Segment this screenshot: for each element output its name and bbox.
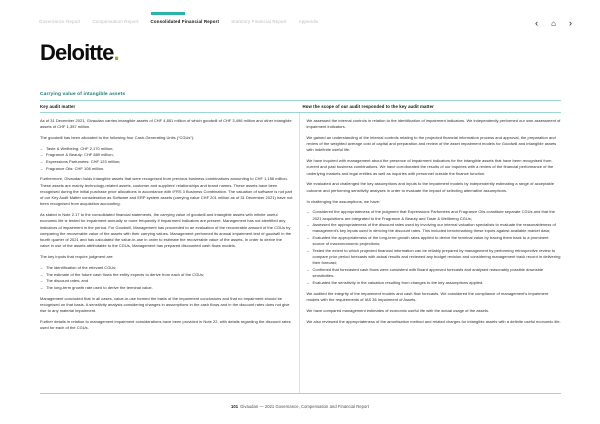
home-icon[interactable]: ⌂ (551, 18, 556, 28)
list-item: – Taste & Wellbeing: CHF 2,170 million; (40, 146, 293, 152)
next-page-icon[interactable]: › (569, 18, 572, 28)
logo-dot: . (113, 40, 119, 65)
tab-statutory-financial-report[interactable] (231, 12, 286, 24)
paragraph-assumption-evaluation: We evaluated and challenged the key assumptions and inputs to the impairment models by independently estimating a range of acceptable outcome and performing sensitivity analyses in order to evaluate the impact of selecting alternative assumptions. (306, 181, 555, 193)
tab-label: Consolidated Financial Report (150, 19, 220, 24)
list-item: – Considered the appropriateness of the judgment that Expressions Parfumées and Fragrance Oils constitute separate CGUs and that the 2021 acquisitions are integrated to the Fragrance & Beauty and Taste & Wellbeing CGUs; (307, 209, 562, 221)
tab-consolidated-financial-report[interactable] (151, 12, 220, 24)
audit-procedures-list (307, 209, 562, 286)
paragraph-further-details: Further details in relation to management impairment considerations have been provided in Note 22, with details regarding the discount rates used for each of the CGUs. (40, 318, 291, 331)
tab-label: Compensation Report (92, 19, 139, 24)
paragraph-amortisation-review: We also reviewed the appropriateness of the amortisation method and related charges for intangible assets with a definite useful economic life. (306, 318, 561, 324)
list-item: – The identification of the relevant CGUs; (40, 265, 293, 271)
report-tab-list (39, 12, 318, 24)
paragraph-key-inputs-intro: The key inputs that require judgment are: (40, 254, 114, 260)
paragraph-internal-controls-assessment: We assessed the internal controls in relation to the identification of impairment indicators. We independently performed our own assessment of impairment indicators. (306, 117, 561, 130)
paragraph-goodwill-allocation-intro: The goodwill has been allocated to the following four Cash-Generating Units (“CGUs”): (40, 134, 195, 140)
cgu-list (40, 146, 293, 172)
previous-page-icon[interactable]: ‹ (535, 18, 539, 28)
deloitte-logo (40, 42, 119, 64)
page-number: 101 (231, 404, 239, 409)
paragraph-model-integrity-audit: We audited the integrity of the impairment models and cash flow forecasts. We considered the compliance of management's impairment models with the requirements of IAS 36 Impairment of Assets. (306, 290, 549, 302)
list-item: – Assessed the appropriateness of the discount rates used by involving our internal valuation specialists to evaluate the reasonableness of management's key inputs used in deriving the discount rates. This included benchmarking these inputs against available market data; (307, 222, 562, 234)
tab-compensation-report[interactable] (92, 12, 138, 24)
paragraph-impairment-testing: As stated in Note 2.17 to the consolidated financial statements, the carrying value of goodwill and intangible assets with infinite useful economic life is tested for impairment annually or more frequently if impairment indicators are present. Management has not identified any indicators of impairment in the period. For Goodwill, Management has proceeded to an evaluation of the recoverable amount of the CGUs by comparing the recoverable value of the assets with their carrying values. Management performed its annual impairment test of goodwill in the fourth quarter of 2021 and has calculated the value-in-use in order to estimate the recoverable value of the assets. In order to derive the value in use of the assets attributable to the CGUs, Management has prepared discounted cash flows models. (40, 212, 292, 249)
list-item: – Tested the extent to which projected financial information can be reliably prepared by management by performing retrospective review to compare prior period forecasts with actual results and reviewed any budget revision and considering management track record in delivering their forecast; (307, 248, 562, 267)
tab-governance-report[interactable] (39, 12, 80, 24)
list-item: – Fragrance Oils: CHF 108 million. (40, 166, 293, 172)
tab-label: Governance Report (39, 19, 81, 24)
page-footer (0, 404, 600, 409)
list-item: – The discount rates; and (40, 278, 293, 284)
active-tab-indicator (151, 12, 185, 15)
paragraph-business-combinations: Furthermore, Givaudan holds intangible assets that were recognised from previous business combinations amounting to CHF 1,156 million. These assets are mainly technology-related assets, customer and suppliers' relationships and brand names. These assets have been recognised during the initial purchase price allocations in accordance with IFRS 3 Business Combination. The valuation of software is not part of our Key Audit Matter consideration as Software and ERP system assets (carrying value CHF 201 million as of 31 December 2021) have not been recognised from acquisition accounting. (40, 176, 293, 207)
top-navigation-bar (0, 0, 600, 36)
paragraph-useful-life-comparison: We have compared management estimates of economic useful life with the actual usage of the assets. (306, 307, 490, 313)
list-item: – Evaluated the appropriateness of the long-term growth rates applied to derive the terminal value by tracing them back to a prominent source of macroeconomic projections; (307, 235, 562, 247)
page-navigation-controls (535, 19, 572, 28)
list-item: – Fragrance & Beauty: CHF 889 million; (40, 152, 293, 158)
table-body-row (40, 113, 561, 394)
list-item: – Expressions Parfumées: CHF 123 million; (40, 159, 293, 165)
list-item: – Confirmed that forecasted cash flows were consistent with Board approved forecasts and analysed reasonably possible downside sensitivities; (307, 267, 562, 279)
key-audit-matter-table (40, 100, 561, 394)
key-audit-matter-cell (40, 113, 300, 393)
list-item: – Evaluated the sensitivity in the valuation resulting from changes to the key assumptions applied. (307, 280, 562, 286)
column-header-key-audit-matter: Key audit matter (40, 104, 76, 110)
paragraph-controls-understanding: We gained an understanding of the internal controls relating to the projected financial information process and approval, the preparation and review of the weighted average cost of capital and preparation and review of the asset impairment models for Goodwill and intangible assets with indefinite useful life. (306, 134, 557, 153)
list-item: – The estimate of the future cash flows the entity expects to derive from each of the CGUs; (40, 272, 293, 278)
page-title: Carrying value of intangible assets (40, 92, 126, 97)
logo-wordmark: Deloitte (40, 40, 114, 65)
paragraph-management-inquiry: We have inquired with management about the presence of impairment indicators for the intangible assets that have been recognised from current and past business combinations. We have corroborated the results of our inquiries with a review of the financial performance of the underlying markets and legal entities as well as inquiries with personnel outside the finance function. (306, 158, 554, 176)
column-header-audit-response: How the scope of our audit responded to the key audit matter (302, 104, 434, 110)
tab-appendix[interactable] (299, 12, 319, 24)
paragraph-challenge-intro: In challenging the assumptions, we have: (306, 198, 381, 204)
footer-text: Givaudan — 2021 Governance, Compensation and Financial Report (240, 404, 369, 409)
table-header-row (40, 100, 561, 113)
list-item: – The long-term growth rate used to derive the terminal value. (40, 285, 293, 291)
key-inputs-list (40, 265, 293, 291)
tab-label: Statutory Financial Report (231, 19, 287, 24)
audit-response-cell (300, 113, 562, 393)
paragraph-management-conclusion: Management concluded that in all cases, value-in-use formed the basis of the impairment conclusions and that no impairment should be recognised on that basis. A sensitivity analysis considering changes in assumptions in the cash flows and in the discount rates does not give rise to any material impairment. (40, 295, 290, 314)
tab-label: Appendix (298, 19, 319, 24)
paragraph-intangible-assets-total: As of 31 December 2021, Givaudan carries intangible assets of CHF 4,851 million of which goodwill of CHF 3,496 million and other intangible assets of CHF 1,357 million. (40, 117, 292, 130)
